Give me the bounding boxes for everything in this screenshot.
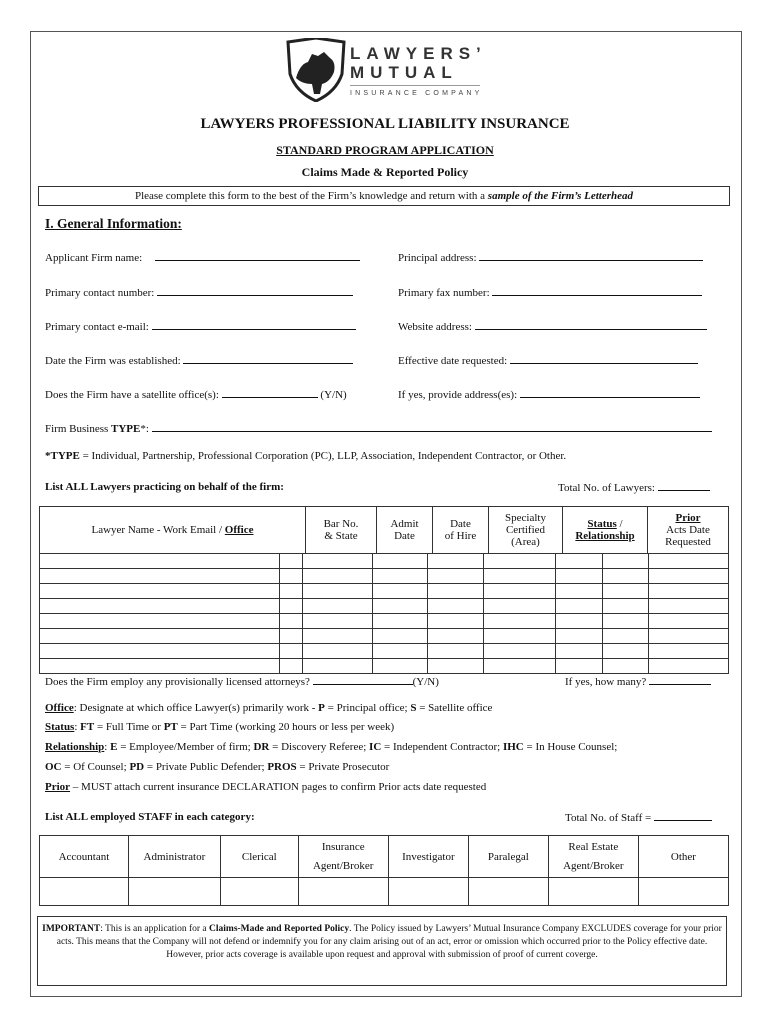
total-staff-label: Total No. of Staff = — [565, 812, 652, 824]
staff-entry-row[interactable] — [40, 878, 729, 906]
col-insurance-agent: Insurance Agent/Broker — [298, 836, 388, 878]
total-staff-field[interactable] — [565, 811, 712, 824]
legend-office: Office: Designate at which office Lawyer(s) primarily work - P = Principal office; S = Satellite office — [45, 702, 493, 714]
lawyers-entry-table — [39, 553, 729, 674]
table-row[interactable] — [40, 599, 729, 614]
table-row[interactable] — [40, 584, 729, 599]
lawyers-header-row — [40, 507, 729, 554]
contact-number-field[interactable] — [45, 286, 353, 299]
col-accountant: Accountant — [40, 836, 129, 878]
col-bar-no: Bar No. & State — [306, 507, 377, 554]
col-status: Status / Relationship — [563, 507, 648, 554]
provisional-yn: (Y/N) — [412, 676, 439, 688]
business-type-field[interactable] — [45, 422, 712, 435]
legend-status: Status: FT = Full Time or PT = Part Time (working 20 hours or less per week) — [45, 721, 395, 733]
effective-date-label: Effective date requested: — [398, 355, 508, 367]
table-row[interactable] — [40, 644, 729, 659]
contact-number-label: Primary contact number: — [45, 287, 155, 299]
satellite-field[interactable] — [45, 388, 347, 401]
established-field[interactable] — [45, 354, 353, 367]
important-notice: IMPORTANT: This is an application for a Claims-Made and Reported Policy. The Policy issued by Lawyers’ Mutual Insurance Company EXCLUDES coverage for your prior acts. This means that the Company will not defend or indemnify you for any claim arising out of an act, error or omission which occurred prior to the Policy effective date. However, prior acts coverage is available upon request and approval with submission of proof of current coverge. — [37, 916, 727, 986]
type-note-bold: *TYPE — [45, 450, 80, 462]
col-admit-date: Admit Date — [377, 507, 433, 554]
satellite-address-label: If yes, provide address(es): — [398, 389, 518, 401]
satellite-label: Does the Firm have a satellite office(s): — [45, 389, 219, 401]
total-lawyers-label: Total No. of Lawyers: — [558, 482, 655, 494]
table-row[interactable] — [40, 554, 729, 569]
provisional-field[interactable] — [45, 675, 439, 688]
provisional-question: Does the Firm employ any provisionally licensed attorneys? — [45, 676, 310, 688]
notice-text: . The Policy issued by Lawyers’ Mutual Insurance Company EXCLUDES coverage for your prior acts. This means that the Company will not defend or indemnify you for any claim arising out of an act, error or omission which occurred prior to the Policy effective date. However, prior acts coverage is available upon request and approval with submission of proof of current coverge. — [56, 924, 722, 960]
table-row[interactable] — [40, 569, 729, 584]
col-other: Other — [638, 836, 728, 878]
table-row[interactable] — [40, 614, 729, 629]
how-many-label: If yes, how many? — [565, 676, 647, 688]
principal-address-field[interactable] — [398, 251, 703, 264]
brand-line-1: LAWYERS’ — [350, 44, 487, 63]
col-prior-acts: Prior Acts Date Requested — [648, 507, 729, 554]
col-investigator: Investigator — [388, 836, 468, 878]
staff-header-row — [40, 836, 729, 878]
lawyers-heading: List ALL Lawyers practicing on behalf of the firm: — [45, 481, 284, 493]
fax-number-label: Primary fax number: — [398, 287, 490, 299]
section-general-information: I. General Information: — [45, 216, 182, 231]
col-real-estate-agent: Real Estate Agent/Broker — [548, 836, 638, 878]
policy-type: Claims Made & Reported Policy — [301, 165, 469, 179]
legend-relationship-2: OC = Of Counsel; PD = Private Public Defender; PROS = Private Prosecutor — [45, 761, 390, 773]
type-note-text: = Individual, Partnership, Professional Corporation (PC), LLP, Association, Independent Contractor, or Other. — [79, 450, 567, 462]
table-row[interactable] — [40, 659, 729, 674]
website-label: Website address: — [398, 321, 472, 333]
document-title: LAWYERS PROFESSIONAL LIABILITY INSURANCE — [200, 116, 570, 132]
firm-name-label: Applicant Firm name: — [45, 252, 143, 264]
business-type-label: Firm Business — [45, 423, 112, 435]
col-administrator: Administrator — [128, 836, 220, 878]
how-many-field[interactable] — [565, 675, 711, 688]
notice-policy-type: Claims-Made and Reported Policy — [209, 924, 350, 934]
legend-relationship: Relationship: E = Employee/Member of firm; DR = Discovery Referee; IC = Independent Contractor; IHC = In House Counsel; — [45, 741, 618, 753]
col-lawyer-name: Lawyer Name - Work Email / Office — [40, 507, 306, 554]
brand-line-3: INSURANCE COMPANY — [350, 90, 483, 97]
effective-date-field[interactable] — [398, 354, 698, 367]
satellite-yn: (Y/N) — [320, 389, 347, 401]
col-clerical: Clerical — [220, 836, 298, 878]
col-specialty: Specialty Certified (Area) — [489, 507, 563, 554]
firm-name-field[interactable] — [45, 251, 360, 264]
col-paralegal: Paralegal — [468, 836, 548, 878]
satellite-address-field[interactable] — [398, 388, 700, 401]
lawyers-table — [39, 506, 729, 554]
total-lawyers-field[interactable] — [558, 481, 710, 494]
contact-email-field[interactable] — [45, 320, 356, 333]
notice-important: IMPORTANT — [42, 924, 101, 934]
col-date-of-hire: Date of Hire — [433, 507, 489, 554]
brand-divider — [350, 85, 480, 86]
staff-table — [39, 835, 729, 906]
brand-line-2: MUTUAL — [350, 63, 458, 82]
staff-heading: List ALL employed STAFF in each category: — [45, 811, 255, 823]
business-type-suffix: *: — [140, 423, 149, 435]
type-note — [45, 450, 566, 462]
website-field[interactable] — [398, 320, 707, 333]
document-subtitle: STANDARD PROGRAM APPLICATION — [276, 143, 494, 157]
instructions-emphasis: sample of the Firm’s Letterhead — [487, 190, 634, 202]
instructions-text: Please complete this form to the best of the Firm’s knowledge and return with a — [134, 190, 488, 202]
instructions-box — [38, 186, 730, 206]
fax-number-field[interactable] — [398, 286, 702, 299]
principal-address-label: Principal address: — [398, 252, 477, 264]
legend-prior: Prior – MUST attach current insurance DECLARATION pages to confirm Prior acts date requested — [45, 781, 487, 793]
established-label: Date the Firm was established: — [45, 355, 181, 367]
table-row[interactable] — [40, 629, 729, 644]
contact-email-label: Primary contact e-mail: — [45, 321, 149, 333]
business-type-bold: TYPE — [111, 423, 141, 435]
